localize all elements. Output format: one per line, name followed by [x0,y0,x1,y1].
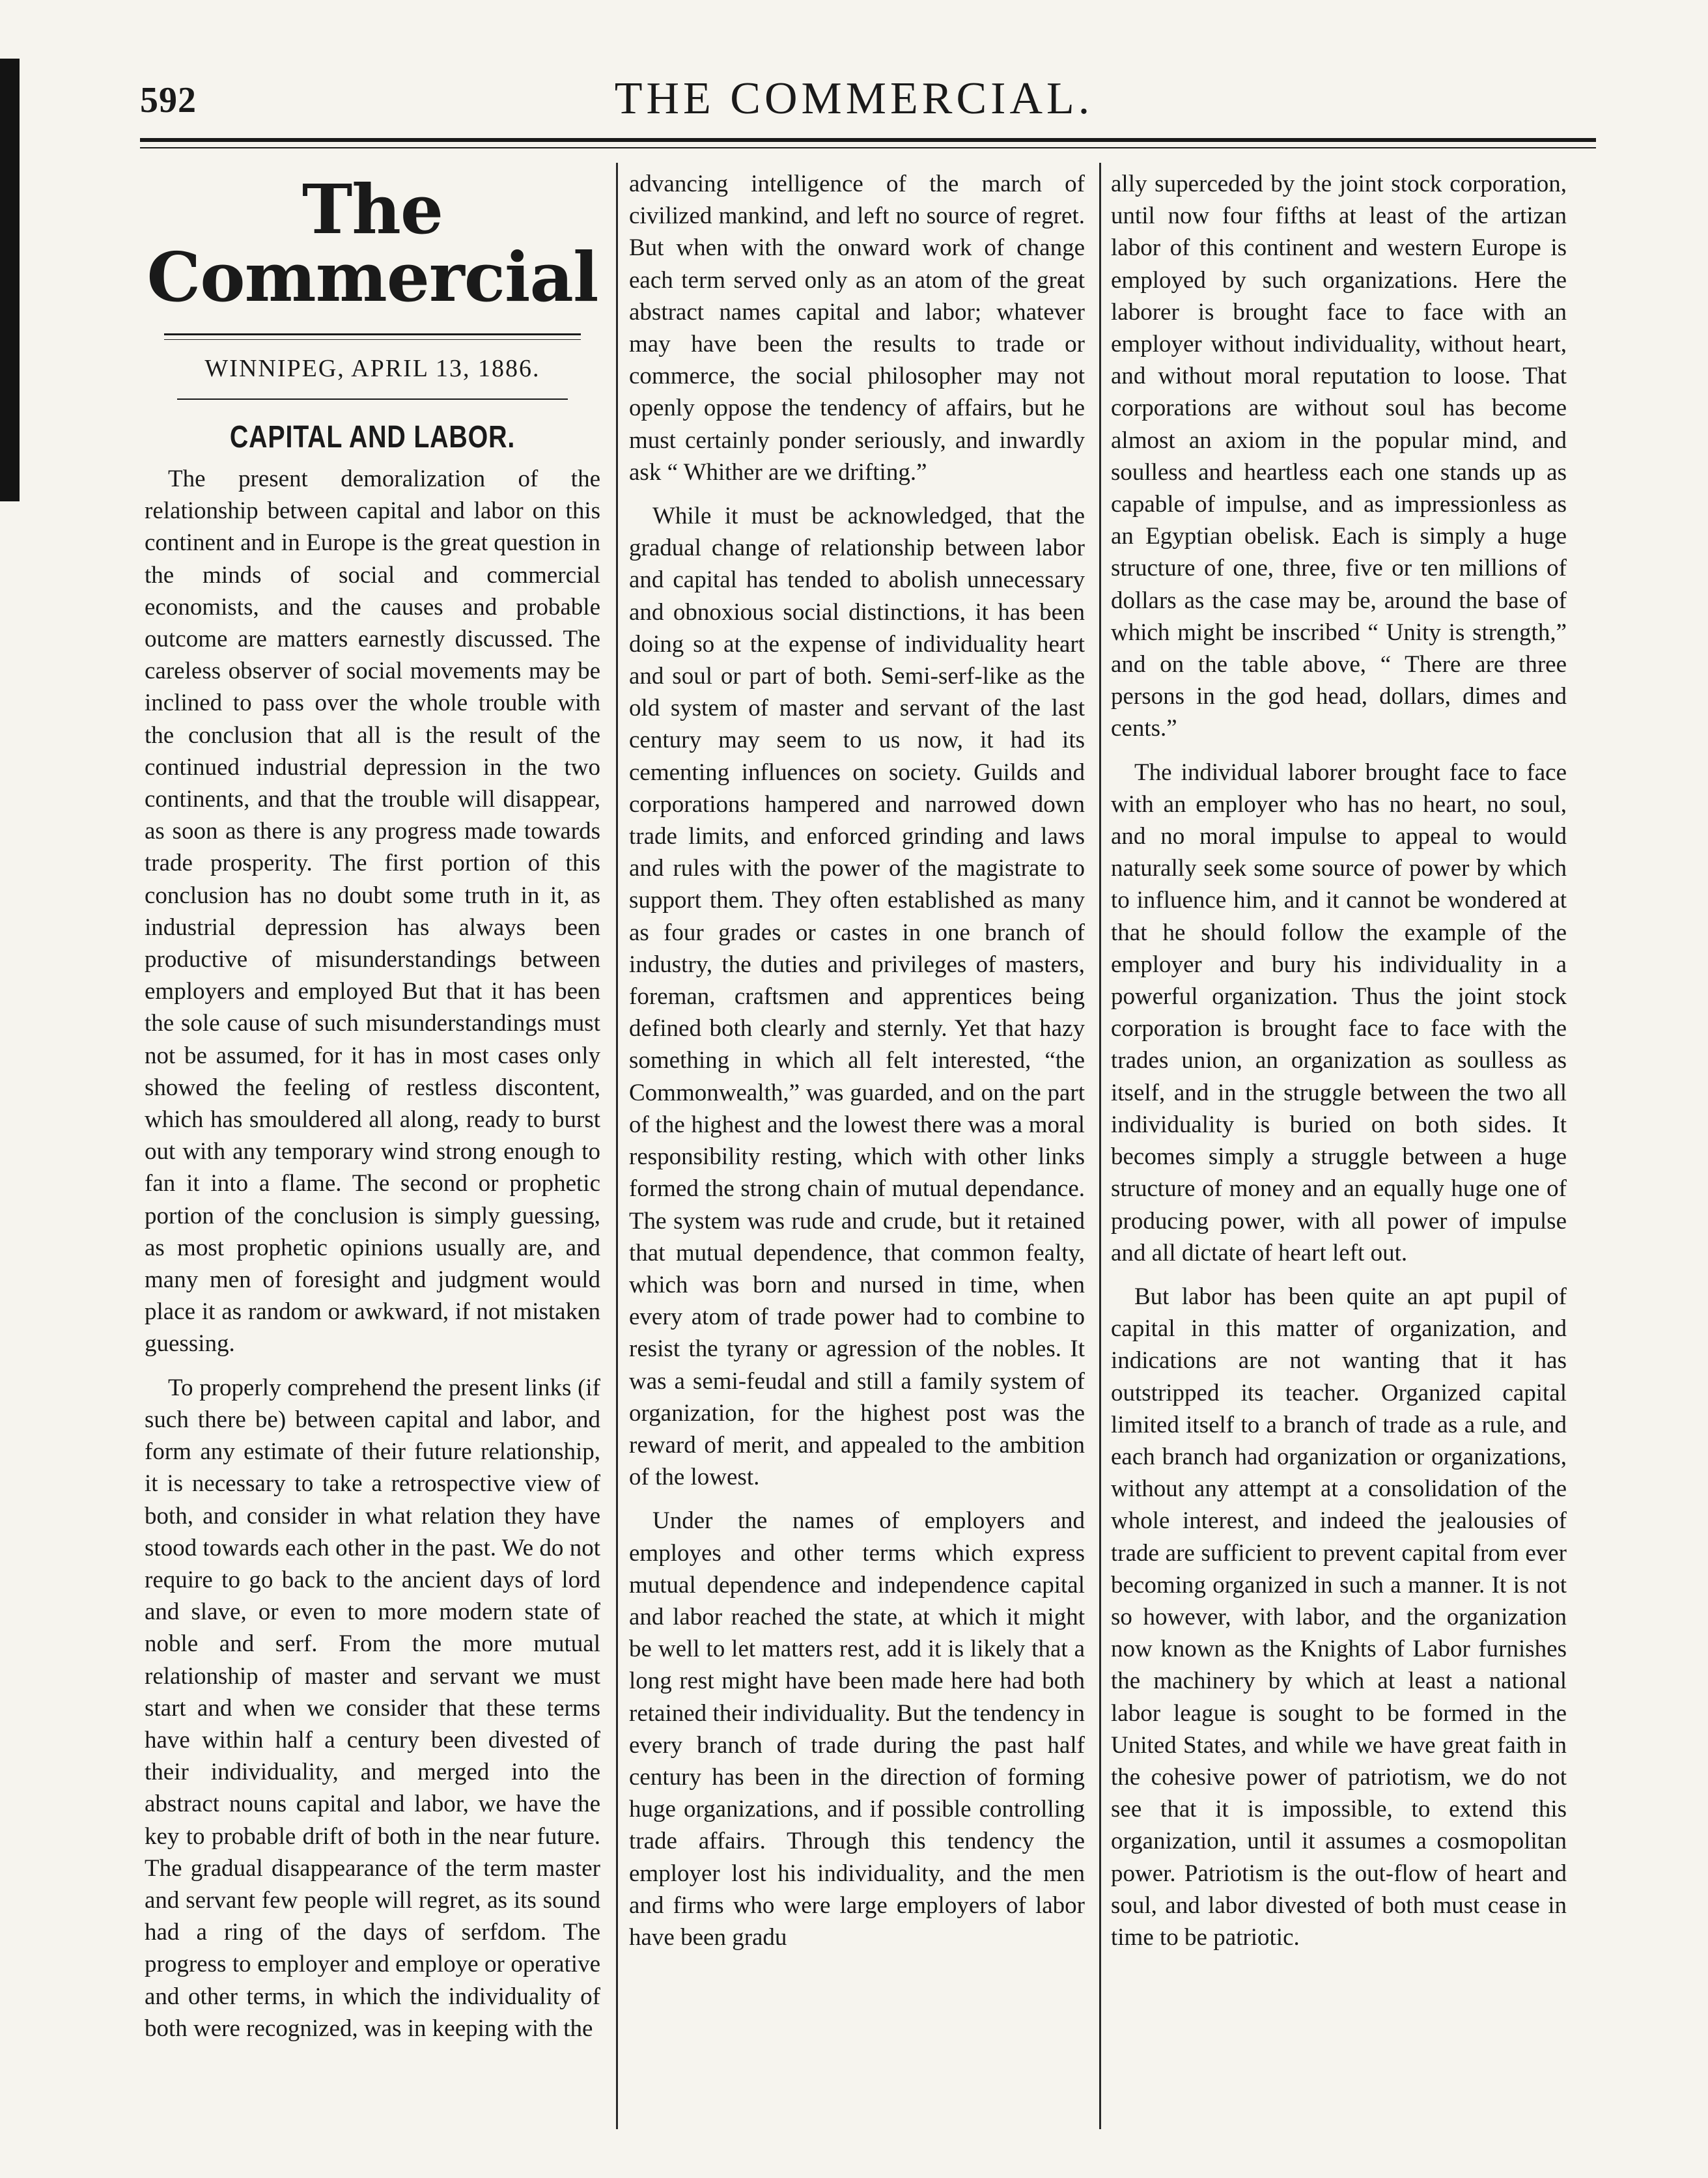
article-paragraph: Under the names of employers and employes and other terms which express mutual dependence and independence capital and labor reached the state, at which it might be well to let matters rest, add it is likely that a long rest might have been made here had both retained their individuality. But the tendency in every branch of trade during the past half century has been in the direction of forming huge organizations, and if possible controlling trade affairs. Through this tendency the employer lost his individuality, and the men and firms who were large employers of labor have been gradu [629,1507,1085,1951]
dateline-rule [177,398,568,400]
header-rule-thin [140,147,1596,148]
article-paragraph: The individual laborer brought face to face with an employer who has no heart, no soul, and no moral impulse to appeal to would naturally seek some source of power by which to influence him, and it cannot be wondered at that he should follow the example of the employer and bury his individuality in a powerful organization. Thus the joint stock corporation is brought face to face with the trades union, an organization as soulless as itself, and in the struggle between the two all individuality is buried on both sides. It becomes simply a struggle between a huge structure of money and an equally huge one of producing power, with all power of impulse and all dictate of heart left out. [1111,759,1567,1266]
dateline: WINNIPEG, APRIL 13, 1886. [204,355,540,382]
article-paragraph: To properly comprehend the present links (if such there be) between capital and labor, and form any estimate of their future relationship, it is necessary to take a retrospective view of both, and consider in what relation they have stood towards each other in the past. We do not require to go back to the ancient days of lord and slave, or even to more modern state of noble and serf. From the more mutual relationship of master and servant we must start and when we consider that these terms have within half a century been divested of their individuality, and merged into the abstract nouns capital and labor, we have the key to probable drift of both in the near future. The gradual disappearance of the term master and servant few people will regret, as its sound had a ring of the days of serfdom. The progress to employer and employe or operative and other terms, in which the individuality of both were recognized, was in keeping with the [145,1374,600,2042]
masthead-title: The Commercial [147,169,598,317]
header-rule-thick [140,138,1596,142]
article-paragraph: The present demoralization of the relationship between capital and labor on this continent and in Europe is the great question in the minds of social and commercial economists, and the causes and probable outcome are matters earnestly discussed. The careless observer of social movements may be inclined to pass over the whole trouble with the conclusion that all is the result of the continued industrial depression in the two continents, and that the trouble will disappear, as soon as there is any progress made towards trade prosperity. The first portion of this conclusion has no doubt some truth in it, as industrial depression has always been productive of misunderstandings between employers and employed But that it has been the sole cause of such misunderstandings must not be assumed, for it has in most cases only showed the feeling of restless discontent, which has smouldered all along, ready to burst out with any temporary wind strong enough to fan it into a flame. The second or prophetic portion of the conclusion is simply guessing, as most prophetic opinions usually are, and many men of foresight and judgment would place it as random or awkward, if not mistaken guessing. [145,466,600,1358]
article-paragraph: But labor has been quite an apt pupil of capital in this matter of organization, and indications are not wanting that it has outstripped its teacher. Organized capital limited itself to a branch of trade as a rule, and each branch had organization or organizations, without any attempt at a consolidation of the whole interest, and indeed the jealousies of trade are sufficient to prevent capital from ever becoming organized in such a manner. It is not so however, with labor, and the organization now known as the Knights of Labor furnishes the machinery by which at least a national labor league is sought to be formed in the United States, and while we have great faith in the cohesive power of patriotism, we do not see that it is impossible, to extend this organization, until it assumes a cosmopolitan power. Patriotism is the out-flow of heart and soul, and labor divested of both must cease in time to be patriotic. [1111,1283,1567,1951]
column-1 [145,168,600,2056]
article-headline: CAPITAL AND LABOR. [229,420,516,454]
binding-edge [0,59,20,501]
article-paragraph-continued: ally superceded by the joint stock corporation, until now four fifths at least of the artizan labor of this continent and western Europe is employed by such organizations. Here the laborer is brought face to face with an employer without individuality, without heart, and without moral reputation to loose. That corporations are without soul has become almost an axiom in the popular mind, and soulless and heartless each one stands up as capable of impulse, and as impressionless as an Egyptian obelisk. Each is simply a huge structure of one, three, five or ten millions of dollars as the case may be, around the base of which might be inscribed “ Unity is strength,” and on the table above, “ There are three persons in the god head, dollars, dimes and cents.” [1111,171,1567,742]
page-number: 592 [140,80,197,120]
column-divider [616,163,618,2129]
article-paragraph-continued: advancing intelligence of the march of civilized mankind, and left no source of regret. But when with the onward work of change each term served only as an atom of the great abstract names capital and labor; whatever may have been the results to trade or commerce, the social philosopher may not openly oppose the tendency of affairs, but he must certainly ponder seriously, and inwardly ask “ Whither are we drifting.” [629,171,1085,486]
running-title: THE COMMERCIAL. [614,74,1094,124]
article-paragraph: While it must be acknowledged, that the gradual change of relationship between labor and capital has tended to abolish unnecessary and obnoxious social distinctions, it has been doing so at the expense of individuality heart and soul or part of both. Semi-serf-like as the old system of master and servant of the last century may seem to us now, it had its cementing influences on society. Guilds and corporations hampered and narrowed down trade limits, and enforced grinding and laws and rules with the power of the magistrate to support them. They often established as many as four grades or castes in one branch of industry, the duties and privileges of masters, foreman, craftsmen and apprentices being defined both clearly and sternly. Yet that hazy something in which all felt interested, “the Commonwealth,” was guarded, and on the part of the highest and the lowest there was a moral responsibility resting, which with other links formed the strong chain of mutual dependance. The system was rude and crude, but it retained that mutual dependence, that common fealty, which was born and nursed in time, when every atom of trade power had to combine to resist the tyrany or agression of the nobles. It was a semi-feudal and still a family system of organization, for the highest post was the reward of merit, and appealed to the ambition of the lowest. [629,503,1085,1491]
column-2 [629,168,1085,1965]
masthead-rule [164,333,581,340]
column-3 [1111,168,1567,1965]
column-divider [1099,163,1101,2129]
